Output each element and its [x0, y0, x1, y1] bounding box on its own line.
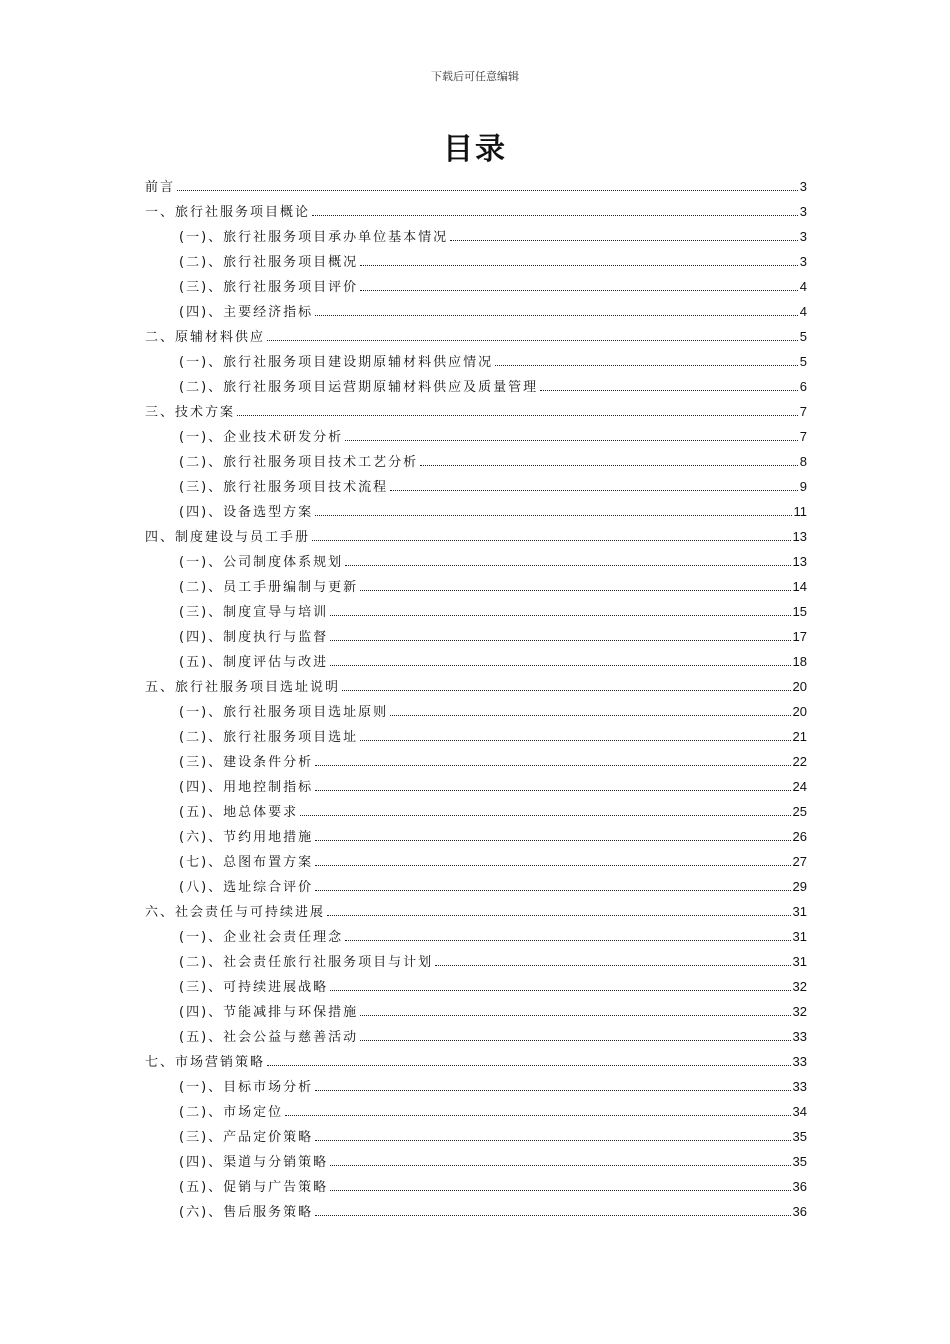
toc-entry-page-number: 31: [792, 954, 807, 969]
toc-entry-page-number: 22: [792, 754, 807, 769]
toc-entry[interactable]: [145, 1024, 807, 1049]
toc-entry[interactable]: [145, 1099, 807, 1124]
toc-entry-page-number: 14: [792, 579, 807, 594]
toc-entry-label: (四)、渠道与分销策略: [179, 1155, 329, 1170]
toc-entry-label: (一)、旅行社服务项目承办单位基本情况: [179, 230, 449, 245]
toc-entry-label: (五)、促销与广告策略: [179, 1180, 329, 1195]
toc-entry[interactable]: [145, 1199, 807, 1224]
toc-entry[interactable]: [145, 724, 807, 749]
toc-entry-label: (一)、公司制度体系规划: [179, 555, 344, 570]
toc-entry-label: 四、制度建设与员工手册: [145, 530, 311, 545]
toc-entry-page-number: 32: [792, 979, 807, 994]
toc-entry[interactable]: [145, 1049, 807, 1074]
toc-entry-page-number: 31: [792, 929, 807, 944]
toc-dot-leader: [390, 714, 790, 716]
toc-dot-leader: [330, 1164, 790, 1166]
toc-entry[interactable]: [145, 624, 807, 649]
toc-dot-leader: [327, 914, 791, 916]
toc-entry[interactable]: [145, 499, 807, 524]
toc-entry-label: (八)、选址综合评价: [179, 880, 314, 895]
toc-entry-label: (七)、总图布置方案: [179, 855, 314, 870]
toc-entry-page-number: 36: [792, 1179, 807, 1194]
toc-entry[interactable]: [145, 774, 807, 799]
toc-entry-label: (五)、社会公益与慈善活动: [179, 1030, 359, 1045]
toc-entry-label: (一)、企业技术研发分析: [179, 430, 344, 445]
toc-entry-page-number: 4: [799, 279, 807, 294]
toc-entry-label: (五)、地总体要求: [179, 805, 299, 820]
toc-entry-label: (四)、设备选型方案: [179, 505, 314, 520]
toc-entry[interactable]: [145, 649, 807, 674]
toc-dot-leader: [435, 964, 790, 966]
toc-entry-label: 三、技术方案: [145, 405, 236, 420]
toc-entry-page-number: 21: [792, 729, 807, 744]
toc-dot-leader: [345, 939, 790, 941]
table-of-contents: [145, 174, 807, 1224]
toc-dot-leader: [177, 189, 798, 191]
toc-entry[interactable]: [145, 874, 807, 899]
toc-entry-page-number: 24: [792, 779, 807, 794]
toc-entry[interactable]: [145, 924, 807, 949]
toc-entry[interactable]: [145, 849, 807, 874]
toc-entry-page-number: 17: [792, 629, 807, 644]
toc-dot-leader: [330, 614, 790, 616]
toc-entry-label: (一)、旅行社服务项目选址原则: [179, 705, 389, 720]
toc-entry[interactable]: [145, 1124, 807, 1149]
toc-entry[interactable]: [145, 349, 807, 374]
toc-entry-page-number: 33: [792, 1079, 807, 1094]
toc-entry-label: (一)、目标市场分析: [179, 1080, 314, 1095]
toc-entry-page-number: 25: [792, 804, 807, 819]
toc-entry[interactable]: [145, 949, 807, 974]
toc-entry-page-number: 36: [792, 1204, 807, 1219]
toc-entry[interactable]: [145, 1074, 807, 1099]
toc-entry-label: 五、旅行社服务项目选址说明: [145, 680, 341, 695]
toc-dot-leader: [360, 1039, 790, 1041]
toc-entry[interactable]: [145, 274, 807, 299]
page-title: 目录: [443, 132, 507, 167]
toc-entry[interactable]: [145, 474, 807, 499]
toc-entry-label: (一)、企业社会责任理念: [179, 930, 344, 945]
toc-entry-label: (二)、旅行社服务项目概况: [179, 255, 359, 270]
toc-entry-label: (六)、节约用地措施: [179, 830, 314, 845]
toc-entry[interactable]: [145, 599, 807, 624]
toc-entry-label: (二)、旅行社服务项目技术工艺分析: [179, 455, 419, 470]
toc-entry[interactable]: [145, 799, 807, 824]
toc-entry-label: 六、社会责任与可持续进展: [145, 905, 326, 920]
toc-entry-label: (三)、制度宣导与培训: [179, 605, 329, 620]
toc-dot-leader: [315, 839, 790, 841]
toc-entry[interactable]: [145, 1174, 807, 1199]
toc-dot-leader: [267, 339, 798, 341]
toc-dot-leader: [540, 389, 798, 391]
toc-entry-page-number: 7: [799, 404, 807, 419]
toc-dot-leader: [330, 664, 790, 666]
toc-entry-page-number: 33: [792, 1054, 807, 1069]
toc-entry[interactable]: [145, 674, 807, 699]
toc-dot-leader: [360, 1014, 790, 1016]
toc-entry-page-number: 3: [799, 179, 807, 194]
toc-entry-page-number: 11: [793, 504, 807, 519]
toc-entry-page-number: 8: [799, 454, 807, 469]
toc-entry-label: (三)、可持续进展战略: [179, 980, 329, 995]
toc-entry-page-number: 6: [799, 379, 807, 394]
toc-dot-leader: [315, 514, 791, 516]
toc-entry-page-number: 20: [792, 679, 807, 694]
toc-entry-page-number: 31: [792, 904, 807, 919]
toc-dot-leader: [420, 464, 798, 466]
toc-entry-page-number: 5: [799, 354, 807, 369]
toc-dot-leader: [390, 489, 798, 491]
toc-dot-leader: [237, 414, 798, 416]
toc-entry-label: 一、旅行社服务项目概论: [145, 205, 311, 220]
toc-entry-page-number: 4: [799, 304, 807, 319]
toc-entry[interactable]: [145, 1149, 807, 1174]
toc-dot-leader: [315, 864, 790, 866]
toc-entry[interactable]: [145, 374, 807, 399]
toc-dot-leader: [345, 439, 798, 441]
toc-entry-label: (三)、产品定价策略: [179, 1130, 314, 1145]
toc-dot-leader: [315, 789, 790, 791]
toc-entry-page-number: 9: [799, 479, 807, 494]
toc-dot-leader: [345, 564, 790, 566]
toc-entry[interactable]: [145, 549, 807, 574]
toc-dot-leader: [315, 1139, 790, 1141]
toc-dot-leader: [360, 264, 798, 266]
toc-entry-page-number: 3: [799, 229, 807, 244]
toc-dot-leader: [495, 364, 798, 366]
toc-entry-label: 七、市场营销策略: [145, 1055, 266, 1070]
toc-entry[interactable]: [145, 174, 807, 199]
toc-entry-label: 前言: [145, 180, 176, 195]
toc-dot-leader: [342, 689, 791, 691]
toc-dot-leader: [360, 289, 798, 291]
toc-entry-page-number: 20: [792, 704, 807, 719]
toc-entry[interactable]: [145, 974, 807, 999]
toc-dot-leader: [360, 739, 790, 741]
toc-entry-label: (四)、节能减排与环保措施: [179, 1005, 359, 1020]
toc-entry-label: (五)、制度评估与改进: [179, 655, 329, 670]
toc-entry-page-number: 15: [792, 604, 807, 619]
header-note: 下载后可任意编辑: [431, 70, 519, 83]
toc-entry[interactable]: [145, 749, 807, 774]
toc-entry-page-number: 32: [792, 1004, 807, 1019]
toc-dot-leader: [315, 1214, 790, 1216]
toc-entry-page-number: 7: [799, 429, 807, 444]
toc-dot-leader: [312, 539, 791, 541]
toc-entry-page-number: 33: [792, 1029, 807, 1044]
toc-entry[interactable]: [145, 699, 807, 724]
toc-entry-label: (二)、旅行社服务项目选址: [179, 730, 359, 745]
toc-entry-page-number: 29: [792, 879, 807, 894]
toc-entry-page-number: 26: [792, 829, 807, 844]
toc-entry-page-number: 3: [799, 254, 807, 269]
toc-entry-label: (四)、制度执行与监督: [179, 630, 329, 645]
toc-entry-label: (二)、社会责任旅行社服务项目与计划: [179, 955, 434, 970]
toc-dot-leader: [315, 314, 798, 316]
toc-entry[interactable]: [145, 249, 807, 274]
toc-dot-leader: [300, 814, 790, 816]
toc-entry-label: (二)、旅行社服务项目运营期原辅材料供应及质量管理: [179, 380, 539, 395]
toc-entry-page-number: 13: [792, 554, 807, 569]
toc-entry-page-number: 34: [792, 1104, 807, 1119]
toc-entry-page-number: 18: [792, 654, 807, 669]
toc-entry-label: (三)、建设条件分析: [179, 755, 314, 770]
toc-dot-leader: [330, 989, 790, 991]
toc-entry[interactable]: [145, 424, 807, 449]
toc-entry-page-number: 35: [792, 1129, 807, 1144]
toc-entry-page-number: 35: [792, 1154, 807, 1169]
toc-entry-label: (三)、旅行社服务项目评价: [179, 280, 359, 295]
toc-entry[interactable]: [145, 299, 807, 324]
toc-entry-label: (四)、主要经济指标: [179, 305, 314, 320]
toc-entry-label: (一)、旅行社服务项目建设期原辅材料供应情况: [179, 355, 494, 370]
toc-dot-leader: [330, 1189, 790, 1191]
toc-entry-label: (四)、用地控制指标: [179, 780, 314, 795]
toc-dot-leader: [315, 1089, 790, 1091]
toc-dot-leader: [360, 589, 790, 591]
toc-entry-page-number: 27: [792, 854, 807, 869]
toc-entry-label: (二)、市场定位: [179, 1105, 284, 1120]
toc-entry[interactable]: [145, 449, 807, 474]
toc-entry[interactable]: [145, 324, 807, 349]
toc-entry[interactable]: [145, 524, 807, 549]
toc-dot-leader: [312, 214, 798, 216]
toc-entry-label: 二、原辅材料供应: [145, 330, 266, 345]
toc-entry[interactable]: [145, 899, 807, 924]
toc-dot-leader: [315, 764, 790, 766]
toc-dot-leader: [330, 639, 790, 641]
toc-entry[interactable]: [145, 199, 807, 224]
toc-entry[interactable]: [145, 999, 807, 1024]
toc-entry[interactable]: [145, 224, 807, 249]
toc-dot-leader: [285, 1114, 790, 1116]
toc-dot-leader: [267, 1064, 791, 1066]
toc-entry-page-number: 13: [792, 529, 807, 544]
toc-entry-page-number: 3: [799, 204, 807, 219]
toc-entry-label: (三)、旅行社服务项目技术流程: [179, 480, 389, 495]
toc-entry[interactable]: [145, 399, 807, 424]
toc-entry[interactable]: [145, 824, 807, 849]
toc-entry-label: (二)、员工手册编制与更新: [179, 580, 359, 595]
toc-dot-leader: [450, 239, 798, 241]
toc-entry-label: (六)、售后服务策略: [179, 1205, 314, 1220]
toc-entry-page-number: 5: [799, 329, 807, 344]
toc-dot-leader: [315, 889, 790, 891]
toc-entry[interactable]: [145, 574, 807, 599]
